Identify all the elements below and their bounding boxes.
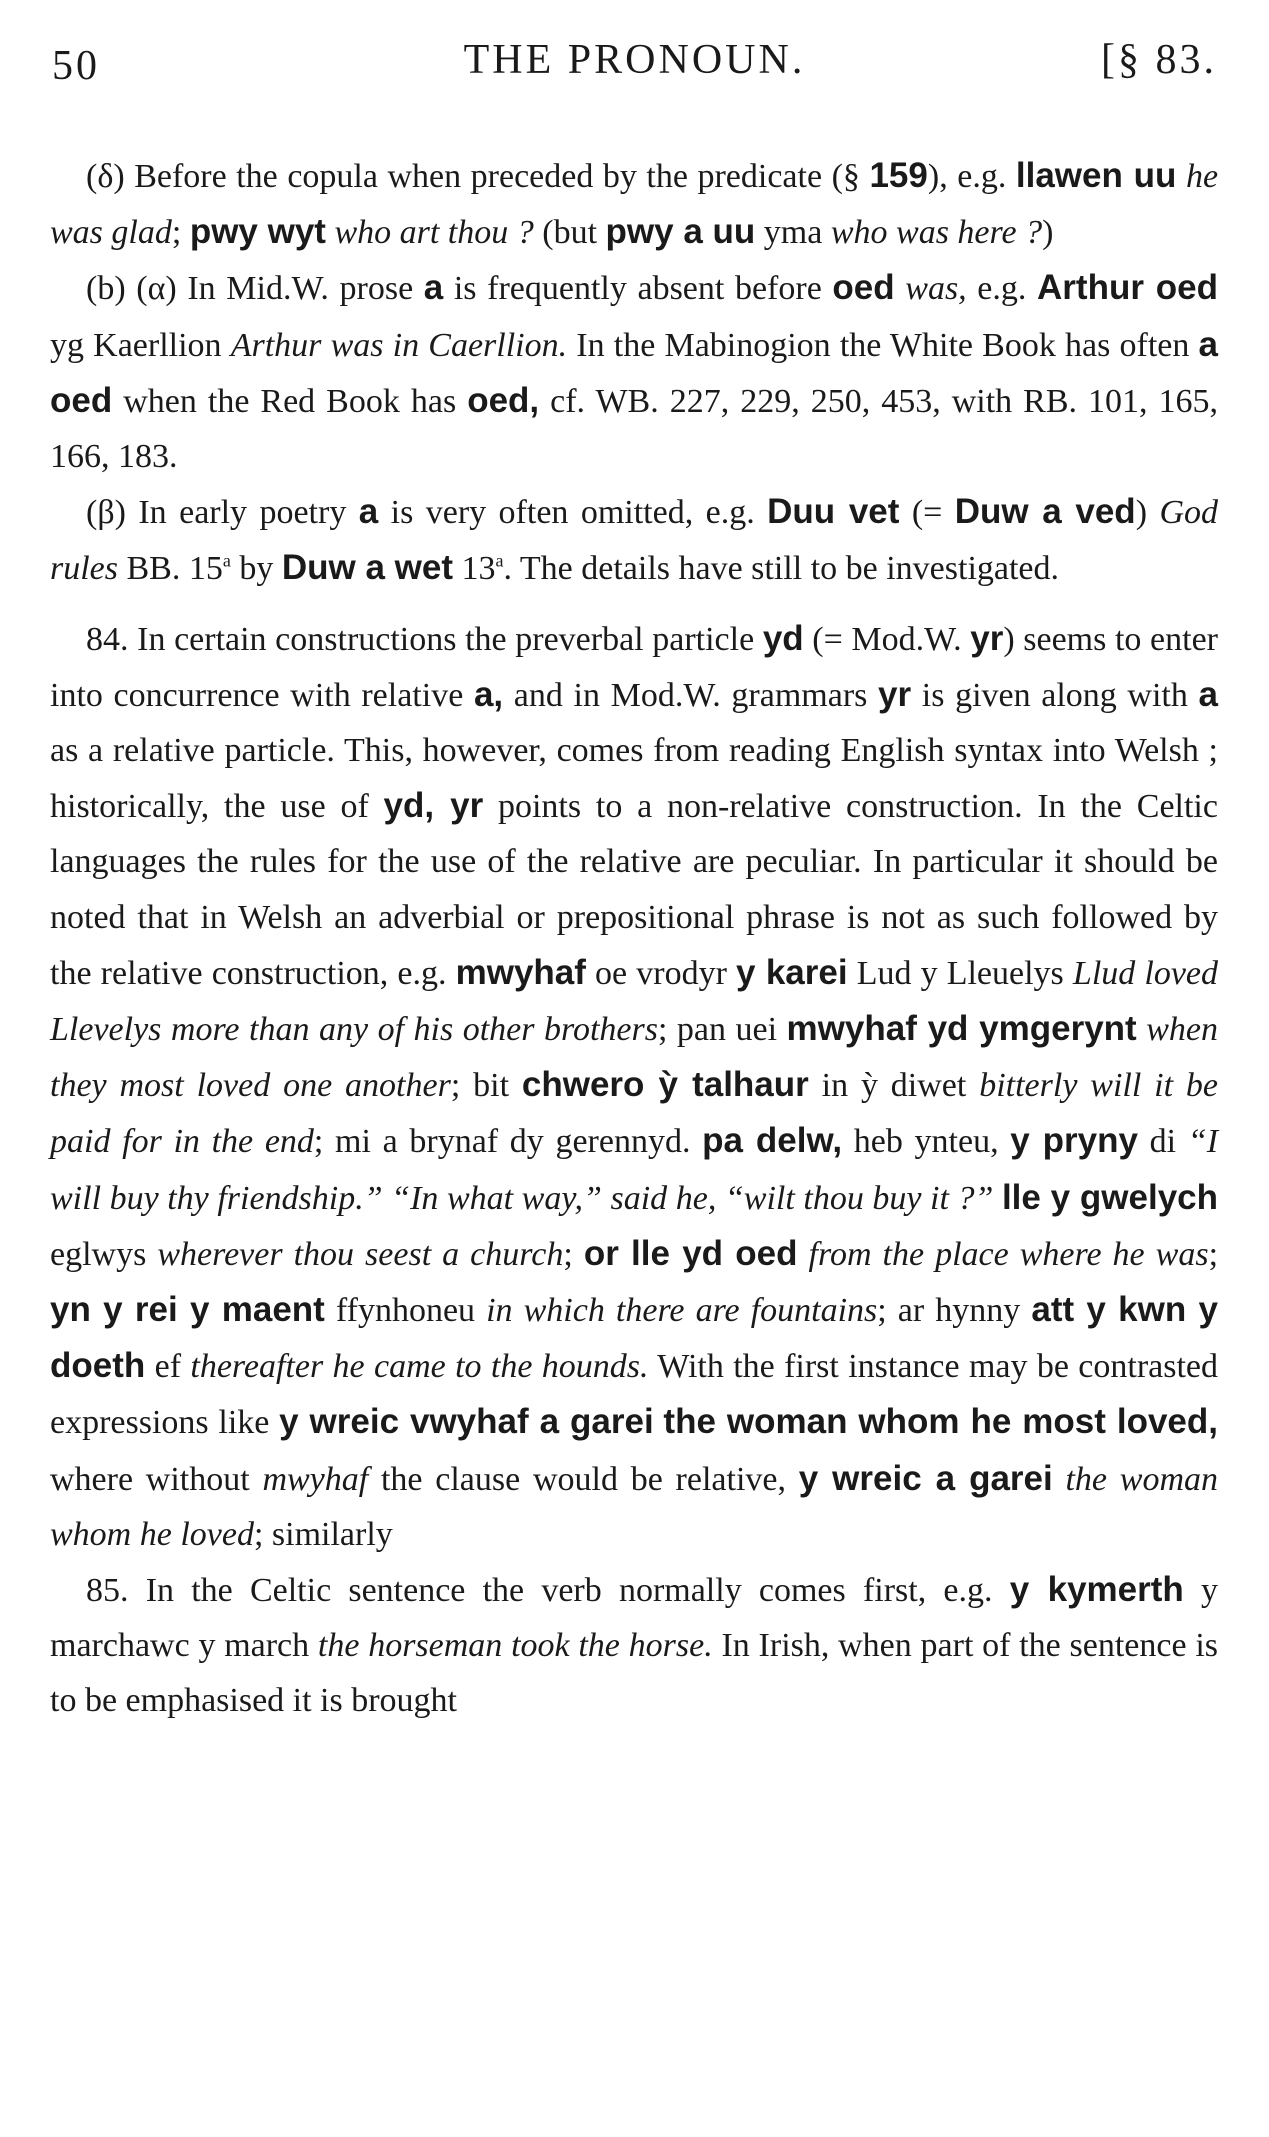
chapter-title: THE PRONOUN. — [463, 37, 806, 83]
welsh-phrase: llawen uu — [1015, 156, 1177, 195]
paragraph-85: 85. In the Celtic sentence the verb normally comes first, e.g. y kymerth y marchawc y march the horseman took the horse. In Irish, when part of the sentence is to be emphasised it is brought — [50, 1570, 1218, 1720]
english-gloss: from the place where he was — [808, 1235, 1209, 1273]
welsh-phrase: oed — [832, 268, 895, 308]
welsh-phrase: yd — [762, 618, 804, 658]
welsh-phrase: a — [423, 268, 444, 308]
welsh-phrase: chwero ỳ talhaur — [521, 1065, 809, 1105]
welsh-phrase: Arthur oed — [1037, 268, 1219, 308]
page-body — [50, 148, 1218, 1729]
english-gloss: the woman whom he loved — [50, 1460, 1218, 1553]
english-gloss: God rules — [50, 494, 1218, 588]
section-number: 85. — [86, 1572, 129, 1610]
section-ref: 159 — [869, 156, 928, 195]
welsh-phrase: Duw a ved — [954, 492, 1136, 532]
welsh-phrase: Duu vet — [767, 492, 900, 532]
english-gloss: thereafter he came to the hounds. — [190, 1348, 649, 1386]
english-gloss: “I will buy thy friendship.” “In what way,” said he, “wilt thou buy it ?” — [50, 1123, 1219, 1217]
welsh-phrase: y kymerth — [1009, 1570, 1184, 1610]
welsh-phrase: mwyhaf — [455, 952, 586, 992]
superscript: a — [222, 551, 231, 572]
welsh-phrase: yd, yr — [383, 786, 484, 826]
welsh-phrase: pwy a uu — [605, 212, 756, 252]
welsh-phrase: y wreic vwyhaf a garei — [279, 1402, 654, 1442]
welsh-phrase: lle y gwelych — [1001, 1177, 1218, 1217]
english-gloss: wherever thou seest a church — [157, 1235, 564, 1273]
english-gloss: when they most loved one another — [50, 1011, 1219, 1105]
english-gloss: bitterly will it be paid for in the end — [50, 1067, 1219, 1161]
english-gloss: Llud loved Llevelys more than any of his other brothers — [50, 954, 1219, 1049]
paragraph-83-delta: (δ) Before the copula when preceded by the predicate (§ 159), e.g. llawen uu he was glad; pwy wyt who art thou ? (but pwy a uu yma who was here ?) — [50, 156, 1219, 252]
welsh-phrase: yn y rei y maent — [50, 1290, 325, 1330]
superscript: a — [495, 551, 504, 572]
welsh-phrase: or lle yd oed — [583, 1233, 798, 1273]
welsh-phrase: the woman whom he most loved, — [663, 1402, 1218, 1442]
english-gloss: who art thou ? — [334, 214, 534, 252]
welsh-phrase: y wreic a garei — [798, 1458, 1053, 1498]
text-run: (δ) Before the copula when preceded by the predicate (§ — [86, 158, 870, 195]
welsh-phrase: a — [358, 492, 379, 532]
welsh-phrase: att y kwn y doeth — [50, 1290, 1219, 1386]
welsh-phrase: a, — [473, 674, 504, 714]
section-reference: [§ 83. — [1101, 37, 1217, 83]
paragraph-83-beta: (β) In early poetry a is very often omitted, e.g. Duu vet (= Duw a ved) God rules BB. 15$^a$ by Duw a wet 13$^a$. The details have still to be investigated. — [50, 492, 1218, 588]
welsh-phrase: mwyhaf yd ymgerynt — [786, 1009, 1137, 1049]
running-header — [52, 30, 1217, 90]
english-gloss: who was here ? — [830, 214, 1043, 252]
welsh-phrase: pwy wyt — [189, 212, 326, 252]
english-gloss: the horseman took the horse. — [317, 1627, 713, 1665]
welsh-phrase: a — [1198, 674, 1218, 714]
welsh-phrase: pa delw, — [702, 1121, 843, 1161]
english-gloss: he was glad — [50, 158, 1219, 252]
welsh-phrase: y pryny — [1010, 1121, 1138, 1161]
text-run: ), e.g. — [927, 158, 1016, 195]
english-gloss: Arthur was in Caerllion. — [230, 326, 568, 364]
english-gloss: was, — [905, 270, 967, 308]
page-number: 50 — [52, 43, 100, 89]
english-gloss: mwyhaf — [262, 1460, 369, 1498]
paragraph-84: 84. In certain constructions the preverbal particle yd (= Mod.W. yr) seems to enter into concurrence with relative a, and in Mod.W. grammars yr is given along with a as a relative particle. This, however, comes from reading English syntax into Welsh ; historically, the use of yd, yr points to a non-relative construction. In the Celtic languages the rules for the use of the relative are peculiar. In particular it should be noted that in Welsh an adverbial or prepositional phrase is not as such followed by the relative construction, e.g. mwyhaf oe vrodyr y karei Lud y Lleuelys Llud loved Llevelys more than any of his other brothers; pan uei mwyhaf yd ymgerynt when they most loved one another; bit chwero ỳ talhaur in ỳ diwet bitterly will it be paid for in the end; mi a brynaf dy gerennyd. pa delw, heb ynteu, y pryny di “I will buy thy friendship.” “In what way,” said he, “wilt thou buy it ?” lle y gwelych eglwys wherever thou seest a church; or lle yd oed from the place where he was; yn y rei y maent ffynhoneu in which there are fountains; ar hynny att y kwn y doeth ef thereafter he came to the hounds. With the first instance may be contrasted expressions like y wreic vwyhaf a garei the woman whom he most loved, where without mwyhaf the clause would be relative, y wreic a garei the woman whom he loved; similarly — [50, 618, 1219, 1553]
english-gloss: in which there are fountains — [486, 1292, 878, 1330]
welsh-phrase: yr — [970, 618, 1004, 658]
welsh-phrase: yr — [878, 674, 912, 714]
welsh-phrase: a oed — [50, 324, 1218, 420]
welsh-phrase: Duw a wet — [281, 548, 453, 588]
section-number: 84. — [86, 620, 129, 658]
welsh-phrase: oed, — [467, 380, 540, 420]
welsh-phrase: y karei — [736, 952, 848, 992]
paragraph-83-b-alpha: (b) (α) In Mid.W. prose a is frequently absent before oed was, e.g. Arthur oed yg Kaerllion Arthur was in Caerllion. In the Mabinogion the White Book has often a oed when the Red Book has oed, cf. WB. 227, 229, 250, 453, with RB. 101, 165, 166, 183. — [50, 268, 1219, 476]
